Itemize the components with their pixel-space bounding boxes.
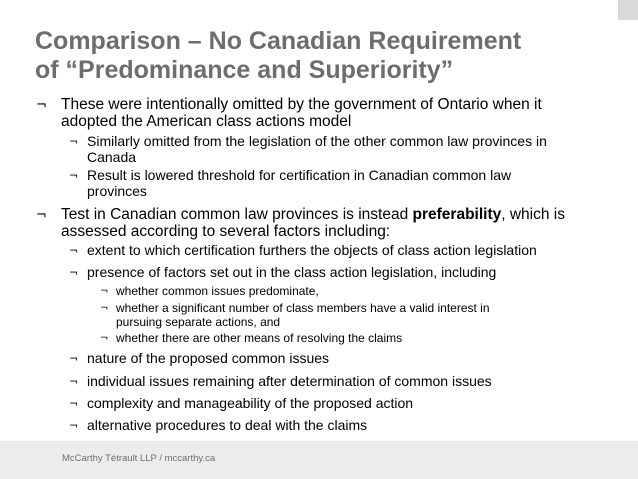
list-item-text-line: These were intentionally omitted by the government of Ontario when it [61, 96, 542, 113]
bullet-icon: ¬ [69, 375, 79, 388]
slide-title [35, 27, 625, 85]
slide-title-line-1: Comparison – No Canadian Requirement [35, 27, 522, 55]
list-item-text-line: complexity and manageability of the proposed action [87, 395, 414, 411]
list-item-text-line: extent to which certification furthers the objects of class action legislation [87, 242, 537, 258]
list-item-text-line: whether a significant number of class members have a valid interest in [116, 301, 490, 315]
list-item-text-line: Canada [87, 149, 137, 165]
list-item-text-line: assessed according to several factors including: [61, 223, 391, 240]
bullet-icon: ¬ [36, 98, 47, 113]
list-item-text-line: Result is lowered threshold for certification in Canadian common law [87, 167, 512, 183]
footer-bar [0, 441, 638, 479]
bullet-icon: ¬ [69, 169, 79, 182]
list-item-text-line [61, 206, 565, 223]
list-item-text-line: provinces [87, 183, 147, 199]
bullet-icon: ¬ [69, 244, 79, 257]
list-item-text-line: whether there are other means of resolving the claims [116, 331, 403, 345]
list-item-text-segment: , which is [501, 206, 565, 223]
bullet-icon: ¬ [69, 266, 79, 279]
footer-text: McCarthy Tétrault LLP / mccarthy.ca [62, 453, 216, 464]
list-item-text-line: pursuing separate actions, and [116, 315, 281, 329]
bullet-icon: ¬ [100, 286, 109, 297]
bullet-icon: ¬ [69, 135, 79, 148]
emphasis-text: preferability [412, 206, 502, 223]
bullet-icon: ¬ [69, 419, 79, 432]
bullet-icon: ¬ [36, 208, 47, 223]
list-item-text-segment: Test in Canadian common law provinces is instead [61, 206, 413, 223]
list-item-text-line: individual issues remaining after determination of common issues [87, 373, 492, 389]
list-item-text-line: adopted the American class actions model [61, 113, 352, 130]
bullet-icon: ¬ [100, 303, 109, 314]
bullet-icon: ¬ [69, 397, 79, 410]
list-item-text-line: presence of factors set out in the class action legislation, including [87, 264, 497, 280]
bullet-icon: ¬ [100, 333, 109, 344]
list-item-text-line: Similarly omitted from the legislation of the other common law provinces in [87, 133, 547, 149]
slide-title-line-2: of “Predominance and Superiority” [35, 56, 454, 84]
bullet-icon: ¬ [69, 352, 79, 365]
corner-decoration [618, 0, 638, 20]
list-item-text-line: whether common issues predominate, [116, 284, 319, 298]
list-item-text-line: alternative procedures to deal with the claims [87, 417, 368, 433]
list-item-text-line: nature of the proposed common issues [87, 350, 330, 366]
